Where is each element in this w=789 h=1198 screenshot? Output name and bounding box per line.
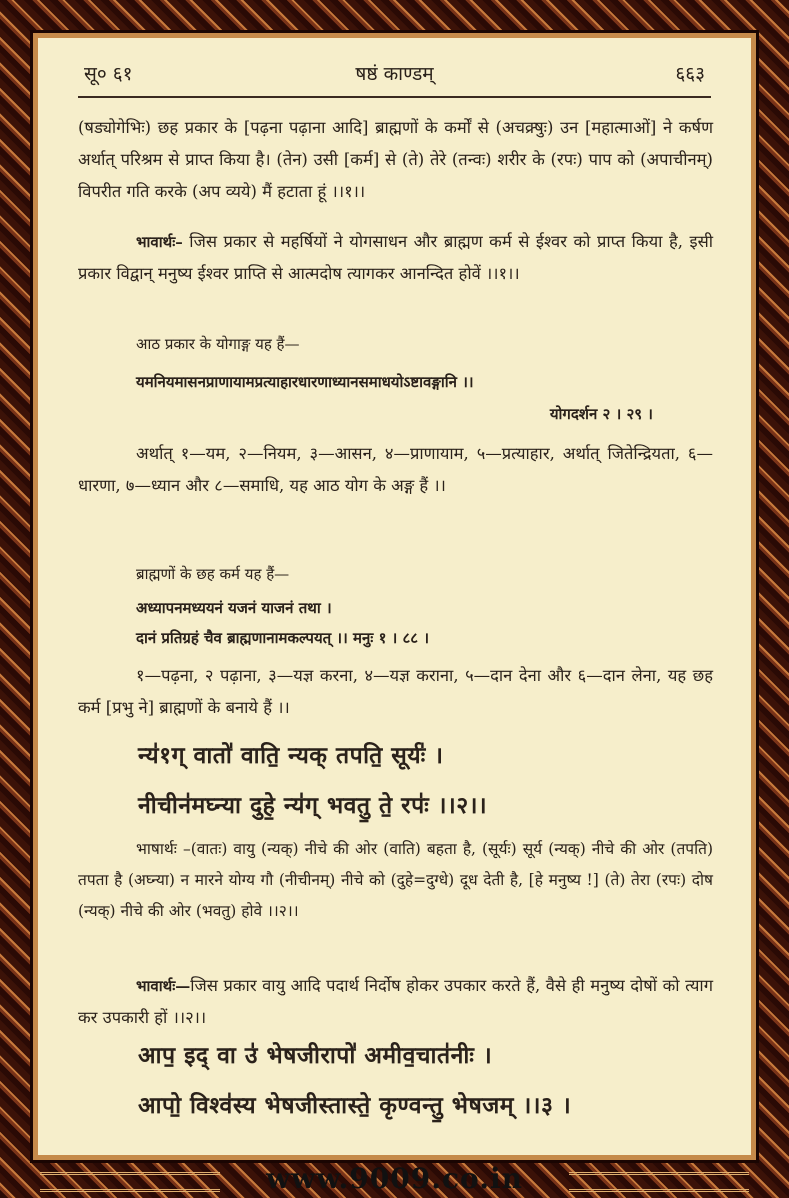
manu-verse-line-1: अध्यापनमध्ययनं यजनं याजनं तथा । (136, 599, 332, 617)
footer-watermark (0, 1162, 789, 1198)
page-title: षष्ठं काण्डम् (355, 63, 434, 85)
yoga-reference: योगदर्शन २ । २९ । (549, 405, 653, 423)
manu-verse-line-2: दानं प्रतिग्रहं चैव ब्राह्मणानामकल्पयत् ।। मनुः १ । ८८ । (136, 629, 430, 647)
yoga-list-paragraph: अर्थात् १—यम, २—नियम, ३—आसन, ४—प्राणायाम, ५—प्रत्याहार, अर्थात् जितेन्द्रियता, ६—धारणा, ७—ध्यान और ८—समाधि, यह आठ योग के अङ्ग हैं ।। (78, 444, 713, 495)
bhavarth-paragraph-2 (78, 970, 713, 1034)
mantra-2-line-1: न्य॑१ग् वातो॑ वाति॒ न्यक् तपति॒ सूर्यः॑ । (138, 742, 444, 769)
bhavarth-label: भावार्थः– (136, 233, 183, 251)
mantra-3-line-1: आप॒ इद् वा उ॑ भेषजीरापो॑ अमीव॒चात॑नीः । (138, 1042, 493, 1069)
bhavarth-text-2: जिस प्रकार वायु आदि पदार्थ निर्दोष होकर उपकार करते हैं, वैसे ही मनुष्य दोषों को त्याग कर उपकारी हों ।।२।। (78, 976, 713, 1027)
page-number: ६६३ (675, 63, 705, 85)
bhavarth-text: जिस प्रकार से महर्षियों ने योगसाधन और ब्राह्मण कर्म से ईश्वर को प्राप्त किया है, इसी प्रकार विद्वान् मनुष्य ईश्वर प्राप्ति से आत्मदोष त्यागकर आनन्दित होवें ।।१।। (78, 232, 713, 283)
header-rule (78, 96, 711, 98)
mantra-2-line-2: नीचीन॑मघ्न्या दुहे॒ न्य॑ग् भवतु॒ ते॒ रपः॑ ।।२।। (138, 792, 488, 819)
mantra-3-line-2: आपो॒ विश्व॑स्य भेषजीस्तास्ते॒ कृण्वन्तु॒ भेषजम् ।।३ । (138, 1092, 572, 1119)
bhashya-paragraph-2: भाषार्थः –(वातः) वायु (न्यक्) नीचे की ओर (वाति) बहता है, (सूर्यः) सूर्य (न्यक्) नीचे की ओर (तपति) तपता है (अघ्न्या) न मारने योग्य गौ (नीचीनम्) नीचे को (दुहे=दुग्धे) दूध देती है, [हे मनुष्य !] (ते) तेरा (रपः) दोष (न्यक्) नीचे की ओर (भवतु) होवे ।।२।। (78, 840, 713, 920)
bhavarth-label-2: भावार्थः— (136, 977, 191, 995)
book-page (38, 38, 751, 1155)
yoga-intro: आठ प्रकार के योगाङ्ग यह हैं— (136, 335, 300, 353)
translation-paragraph-1: (षड्योगेभिः) छह प्रकार के [पढ़ना पढ़ाना आदि] ब्राह्मणों के कर्मों से (अचक्र्षुः) उन [महात्माओं] ने कर्षण अर्थात् परिश्रम से प्राप्त किया है। (तेन) उसी [कर्म] से (ते) तेरे (तन्वः) शरीर के (रपः) पाप को (अपाचीनम्) विपरीत गति करके (अप व्यये) मैं हटाता हूं ।।१।। (78, 118, 713, 201)
yoga-sutra: यमनियमासनप्राणायामप्रत्याहारधारणाध्यानसमाधयोऽष्टावङ्गानि ।। (136, 373, 474, 391)
karma-list-paragraph: १—पढ़ना, २ पढ़ाना, ३—यज्ञ करना, ४—यज्ञ कराना, ५—दान देना और ६—दान लेना, यह छह कर्म [प्रभु ने] ब्राह्मणों के बनाये हैं ।। (78, 666, 713, 717)
footer-url[interactable]: www.9009.co.in (266, 1162, 523, 1195)
sukta-number: सू० ६१ (84, 63, 133, 85)
karma-intro: ब्राह्मणों के छह कर्म यह हैं— (136, 565, 290, 583)
bhavarth-paragraph-1 (78, 226, 713, 290)
